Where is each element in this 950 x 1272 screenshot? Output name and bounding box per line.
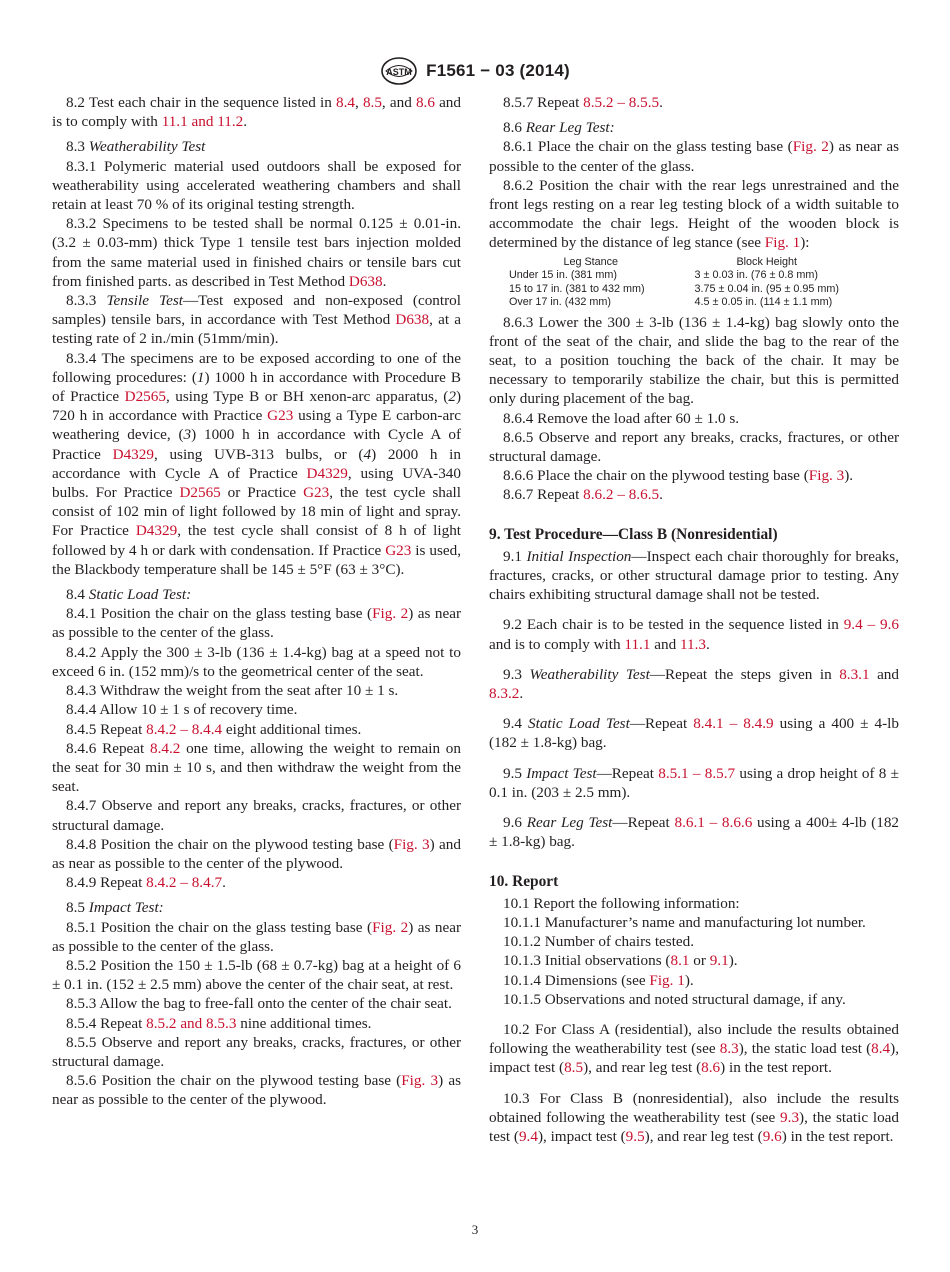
table-cell: Under 15 in. (381 mm) — [509, 269, 618, 282]
ref-link[interactable]: D4329 — [112, 445, 154, 463]
section-8-3-4: 8.3.4 The specimens are to be exposed according to one of the following procedures: (1) 1000 h in accordance with Procedure B of Practice D2565, using Type B or BH xenon-arc apparatus, (2) 720 h in accordance with Practice G23 using a Type E carbon-arc weathering device, (3) 1000 h in accordance with Cycle A of Practice D4329, using UVB-313 bulbs, or (4) 2000 h in accordance with Cycle A of Practice D4329, using UVA-340 bulbs. For Practice D2565 or Practice G23, the test cycle shall consist of 102 min of light followed by 18 min of light and spray. For Practice D4329, the test cycle shall consist of 8 h of light followed by 4 h or dark with condensation. If Practice G23 is used, the Blackbody temperature shall be 145 ± 5°F (63 ± 3°C). — [52, 349, 462, 578]
ref-link[interactable]: G23 — [385, 541, 412, 559]
ref-link[interactable]: 8.5 — [362, 94, 382, 111]
section-10-1-2: 10.1.2 Number of chairs tested. — [503, 933, 695, 951]
ref-link[interactable]: 9.5 — [625, 1127, 645, 1145]
section-8-6-2: 8.6.2 Position the chair with the rear legs unrestrained and the front legs resting on a rear leg testing block of a width suitable to accommodate the chair legs. Height of the wooden block is determined by the distance of leg stance (see Fig. 1): — [489, 176, 899, 252]
ref-link[interactable]: Fig. 3 — [393, 835, 430, 853]
ref-link[interactable]: 8.4 — [871, 1040, 891, 1058]
ref-link[interactable]: 8.6.1 – 8.6.6 — [674, 814, 753, 832]
ref-link[interactable]: 9.6 — [762, 1127, 782, 1145]
section-8-5-4: 8.5.4 Repeat 8.5.2 and 8.5.3 nine additional times. — [66, 1014, 372, 1032]
ref-link[interactable]: Fig. 3 — [808, 467, 845, 485]
ref-link[interactable]: 9.3 — [780, 1108, 800, 1126]
section-8-3-1: 8.3.1 Polymeric material used outdoors shall be exposed for weatherability using accelerated weathering chambers and shall retain at least 70 % of its original testing strength. — [52, 157, 461, 214]
ref-link[interactable]: 11.1 and 11.2 — [161, 113, 244, 131]
ref-link[interactable]: 11.1 — [624, 635, 651, 653]
section-8-5-5: 8.5.5 Observe and report any breaks, cracks, fractures, or other structural damage. — [52, 1033, 461, 1070]
ref-link[interactable]: 8.6.2 – 8.6.5 — [583, 486, 660, 504]
section-8-6-7: 8.6.7 Repeat 8.6.2 – 8.6.5. — [503, 486, 663, 504]
ref-link[interactable]: D4329 — [135, 522, 178, 540]
leg-stance-table — [509, 256, 839, 310]
section-9-1: 9.1 Initial Inspection—Inspect each chair thoroughly for breaks, fractures, cracks, or other structural damage prior to testing. Any chairs exhibiting structural damage shall not be tested. — [489, 547, 899, 604]
section-8-4-3: 8.4.3 Withdraw the weight from the seat after 10 ± 1 s. — [66, 682, 399, 700]
page-header — [0, 56, 950, 86]
ref-link[interactable]: G23 — [303, 484, 330, 502]
ref-link[interactable]: Fig. 1 — [764, 234, 801, 252]
ref-link[interactable]: D638 — [395, 311, 430, 329]
table-cell: 15 to 17 in. (381 to 432 mm) — [509, 282, 645, 295]
ref-link[interactable]: 8.5 — [564, 1059, 584, 1077]
table-cell: 3 ± 0.03 in. (76 ± 0.8 mm) — [694, 269, 818, 282]
ref-link[interactable]: Fig. 3 — [401, 1072, 439, 1090]
ref-link[interactable]: D638 — [348, 272, 383, 290]
section-8-5-7: 8.5.7 Repeat 8.5.2 – 8.5.5. — [503, 94, 663, 111]
astm-logo-icon — [380, 56, 418, 86]
svg-text:ASTM: ASTM — [386, 67, 412, 77]
ref-link[interactable]: 8.4 — [336, 94, 355, 111]
section-8-5-2: 8.5.2 Position the 150 ± 1.5-lb (68 ± 0.7-kg) bag at a height of 6 ± 0.1 in. (152 ± 2.5 mm) above the center of the chair seat, at rest. — [52, 956, 461, 994]
table-row — [509, 296, 839, 310]
ref-link[interactable]: 8.4.2 – 8.4.7 — [146, 874, 223, 892]
ref-link[interactable]: 8.6 — [701, 1059, 721, 1077]
section-8-5: 8.5 Impact Test: — [66, 899, 164, 917]
section-8-4-7: 8.4.7 Observe and report any breaks, cracks, fractures, or other structural damage. — [52, 797, 461, 834]
table-cell: 3.75 ± 0.04 in. (95 ± 0.95 mm) — [694, 282, 839, 295]
ref-link[interactable]: 9.1 — [709, 952, 729, 970]
section-10-1-1: 10.1.1 Manufacturer’s name and manufacturing lot number. — [503, 913, 866, 931]
table-row — [509, 269, 839, 283]
section-8-6-5: 8.6.5 Observe and report any breaks, cracks, fractures, or other structural damage. — [489, 428, 899, 466]
page-number: 3 — [471, 1222, 479, 1237]
section-8-6-6: 8.6.6 Place the chair on the plywood testing base (Fig. 3). — [503, 467, 854, 485]
section-8-4: 8.4 Static Load Test: — [66, 586, 192, 604]
ref-link[interactable]: Fig. 1 — [649, 971, 685, 989]
section-10-1-5: 10.1.5 Observations and noted structural damage, if any. — [503, 990, 846, 1008]
section-8-5-6: 8.5.6 Position the chair on the plywood testing base (Fig. 3) as near as possible to the center of the plywood. — [52, 1072, 461, 1109]
section-8-3-2: 8.3.2 Specimens to be tested shall be normal 0.125 ± 0.01-in. (3.2 ± 0.03-mm) thick Type 1 tensile test bars injection molded from the same material used in finished chairs or tensile bars cut from finished parts. as described in Test Method D638. — [52, 215, 461, 290]
ref-link[interactable]: Fig. 2 — [792, 138, 829, 156]
section-10-1-4: 10.1.4 Dimensions (see Fig. 1). — [503, 971, 694, 989]
section-9-5: 9.5 Impact Test—Repeat 8.5.1 – 8.5.7 using a drop height of 8 ± 0.1 in. (203 ± 2.5 mm). — [489, 764, 899, 801]
ref-link[interactable]: 8.5.2 and 8.5.3 — [146, 1014, 237, 1032]
document-id: F1561 − 03 (2014) — [426, 61, 570, 80]
ref-link[interactable]: D2565 — [124, 388, 166, 406]
section-9-3: 9.3 Weatherability Test—Repeat the steps given in 8.3.1 and 8.3.2. — [489, 665, 899, 703]
section-8-4-2: 8.4.2 Apply the 300 ± 3-lb (136 ± 1.4-kg) bag at a speed not to exceed 6 in. (152 mm)/s to the geometrical center of the seat. — [52, 643, 461, 680]
table-cell: 4.5 ± 0.05 in. (114 ± 1.1 mm) — [694, 296, 833, 309]
ref-link[interactable]: 9.4 – 9.6 — [843, 616, 900, 634]
ref-link[interactable]: 8.4.2 — [149, 739, 181, 757]
section-8-6-1: 8.6.1 Place the chair on the glass testing base (Fig. 2) as near as possible to the center of the glass. — [489, 138, 899, 175]
column-header: Block Height — [736, 255, 798, 268]
section-9-4: 9.4 Static Load Test—Repeat 8.4.1 – 8.4.9 using a 400 ± 4-lb (182 ± 1.8-kg) bag. — [489, 715, 899, 752]
ref-link[interactable]: G23 — [267, 407, 294, 425]
section-heading-10: 10. Report — [489, 872, 559, 890]
section-8-2: 8.2 Test each chair in the sequence listed in 8.4, 8.5, and 8.6 and is to comply with 11.1 and 11.2. — [52, 94, 461, 131]
section-8-5-1: 8.5.1 Position the chair on the glass testing base (Fig. 2) as near as possible to the center of the glass. — [52, 918, 462, 955]
ref-link[interactable]: 8.5.1 – 8.5.7 — [658, 764, 736, 782]
section-9-6: 9.6 Rear Leg Test—Repeat 8.6.1 – 8.6.6 using a 400± 4-lb (182 ± 1.8-kg) bag. — [489, 814, 900, 851]
table-cell: Over 17 in. (432 mm) — [509, 296, 612, 309]
ref-link[interactable]: Fig. 2 — [372, 605, 409, 623]
table-header-row — [509, 256, 839, 270]
section-8-6-4: 8.6.4 Remove the load after 60 ± 1.0 s. — [503, 409, 740, 427]
section-8-6-3: 8.6.3 Lower the 300 ± 3-lb (136 ± 1.4-kg) bag slowly onto the front of the seat of the chair, and slide the bag to the rear of the seat, to a position touching the back of the chair. It may be necessary to temporarily stabilize the chair, but this is permitted only during placement of the bag. — [489, 313, 899, 408]
section-8-4-8: 8.4.8 Position the chair on the plywood testing base (Fig. 3) and as near as possible to the center of the plywood. — [52, 835, 461, 872]
ref-link[interactable]: D4329 — [306, 464, 348, 482]
ref-link[interactable]: 8.3.2 — [489, 685, 520, 703]
column-header: Leg Stance — [563, 255, 619, 268]
ref-link[interactable]: 9.4 — [518, 1127, 538, 1145]
section-heading-9: 9. Test Procedure—Class B (Nonresidential) — [489, 525, 778, 543]
section-8-6: 8.6 Rear Leg Test: — [503, 119, 615, 137]
table-row — [509, 283, 839, 297]
ref-link[interactable]: 8.3.1 — [839, 665, 870, 683]
ref-link[interactable]: 11.3 — [679, 635, 706, 653]
right-column — [489, 93, 899, 1146]
ref-link[interactable]: 8.3 — [719, 1040, 739, 1058]
section-8-4-4: 8.4.4 Allow 10 ± 1 s of recovery time. — [66, 701, 298, 719]
ref-link[interactable]: D2565 — [179, 484, 221, 502]
ref-link[interactable]: 8.5.2 – 8.5.5 — [583, 94, 660, 111]
section-8-4-1: 8.4.1 Position the chair on the glass testing base (Fig. 2) as near as possible to the center of the glass. — [52, 605, 462, 642]
ref-link[interactable]: Fig. 2 — [372, 918, 409, 936]
section-8-4-6: 8.4.6 Repeat 8.4.2 one time, allowing the weight to remain on the seat for 30 min ± 10 s, and then withdraw the weight from the seat. — [52, 739, 461, 796]
section-10-1: 10.1 Report the following information: — [503, 894, 740, 912]
section-10-2: 10.2 For Class A (residential), also include the results obtained following the weatherability test (see 8.3), the static load test (8.4), impact test (8.5), and rear leg test (8.6) in the test report. — [489, 1020, 899, 1077]
section-8-4-9: 8.4.9 Repeat 8.4.2 – 8.4.7. — [66, 874, 226, 892]
ref-link[interactable]: 8.4.2 – 8.4.4 — [146, 720, 223, 738]
section-8-3-3: 8.3.3 Tensile Test—Test exposed and non-exposed (control samples) tensile bars, in accordance with Test Method D638, at a testing rate of 2 in./min (51mm/min). — [52, 292, 461, 348]
ref-link[interactable]: 8.1 — [670, 952, 690, 970]
ref-link[interactable]: 8.6 — [415, 94, 435, 111]
ref-link[interactable]: 8.4.1 – 8.4.9 — [693, 715, 774, 733]
section-8-5-3: 8.5.3 Allow the bag to free-fall onto the center of the chair seat. — [66, 995, 452, 1013]
section-8-3: 8.3 Weatherability Test — [66, 138, 206, 156]
section-10-1-3: 10.1.3 Initial observations (8.1 or 9.1). — [503, 952, 738, 970]
section-9-2: 9.2 Each chair is to be tested in the sequence listed in 9.4 – 9.6 and is to comply with 11.1 and 11.3. — [489, 616, 900, 653]
section-8-4-5: 8.4.5 Repeat 8.4.2 – 8.4.4 eight additional times. — [66, 720, 362, 738]
section-10-3: 10.3 For Class B (nonresidential), also include the results obtained following the weatherability test (see 9.3), the static load test (9.4), impact test (9.5), and rear leg test (9.6) in the test report. — [489, 1089, 899, 1145]
left-column — [52, 93, 461, 1110]
